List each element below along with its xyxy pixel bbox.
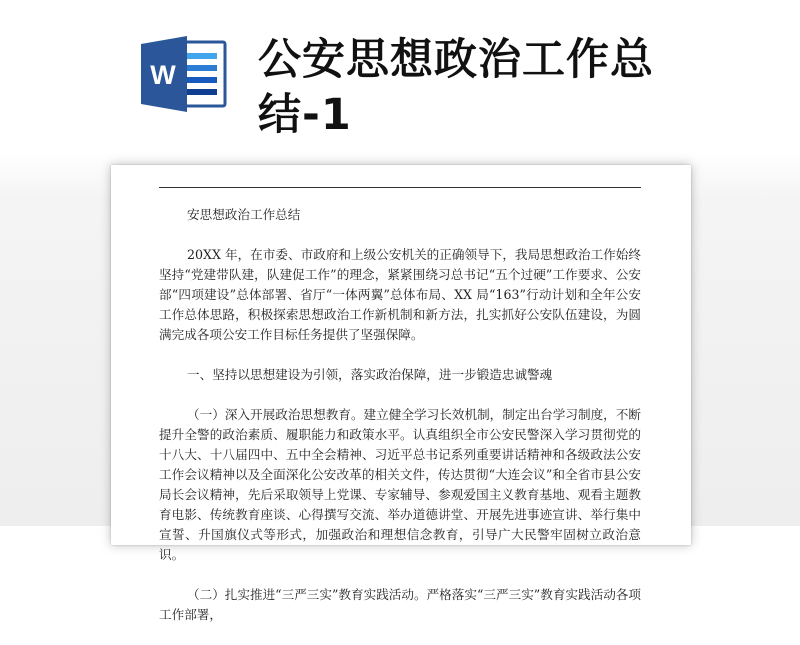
word-logo-letter: W [150,60,176,90]
document-page-preview [111,165,691,622]
document-paragraph: 20XX 年，在市委、市政府和上级公安机关的正确领导下，我局思想政治工作始终坚持“党建带队建，队建促工作”的理念，紧紧围绕习总书记“五个过硬”工作要求、公安部“四项建设”总体部署、省厅“一体两翼”总体布局、XX 局“163”行动计划和全年公安工作总体思路，积极探索思想政治工作新机制和新方法，扎实抓好公安队伍建设，为圆满完成各项公安工作目标任务提供了坚强保障。 [159,247,641,342]
document-body [159,205,641,645]
section-heading: 一、坚持以思想建设为引领，落实政治保障，进一步锻造忠诚警魂 [187,367,553,382]
document-paragraph: （一）深入开展政治思想教育。建立健全学习长效机制，制定出台学习制度，不断提升全警的政治素质、履职能力和政策水平。认真组织全市公安民警深入学习贯彻党的十八大、十八届四中、五中全会精神、习近平总书记系列重要讲话精神和各级政法公安工作会议精神以及全面深化公安改革的相关文件，传达贯彻“大连会议”和全省市县公安局长会议精神，先后采取领导上党课、专家辅导、参观爱国主义教育基地、观看主题教育电影、传统教育座谈、心得撰写交流、举办道德讲堂、开展先进事迹宣讲、举行集中宣誓、升国旗仪式等形式，加强政治和理想信念教育，引导广大民警牢固树立政治意识。 [159,407,641,562]
header-divider [159,187,641,188]
document-heading: 安思想政治工作总结 [187,207,301,222]
word-icon [135,36,229,112]
document-paragraph: （二）扎实推进“三严三实”教育实践活动。严格落实“三严三实”教育实践活动各项工作部署， [159,587,641,622]
page-title: 公安思想政治工作总结-1 [258,35,654,140]
